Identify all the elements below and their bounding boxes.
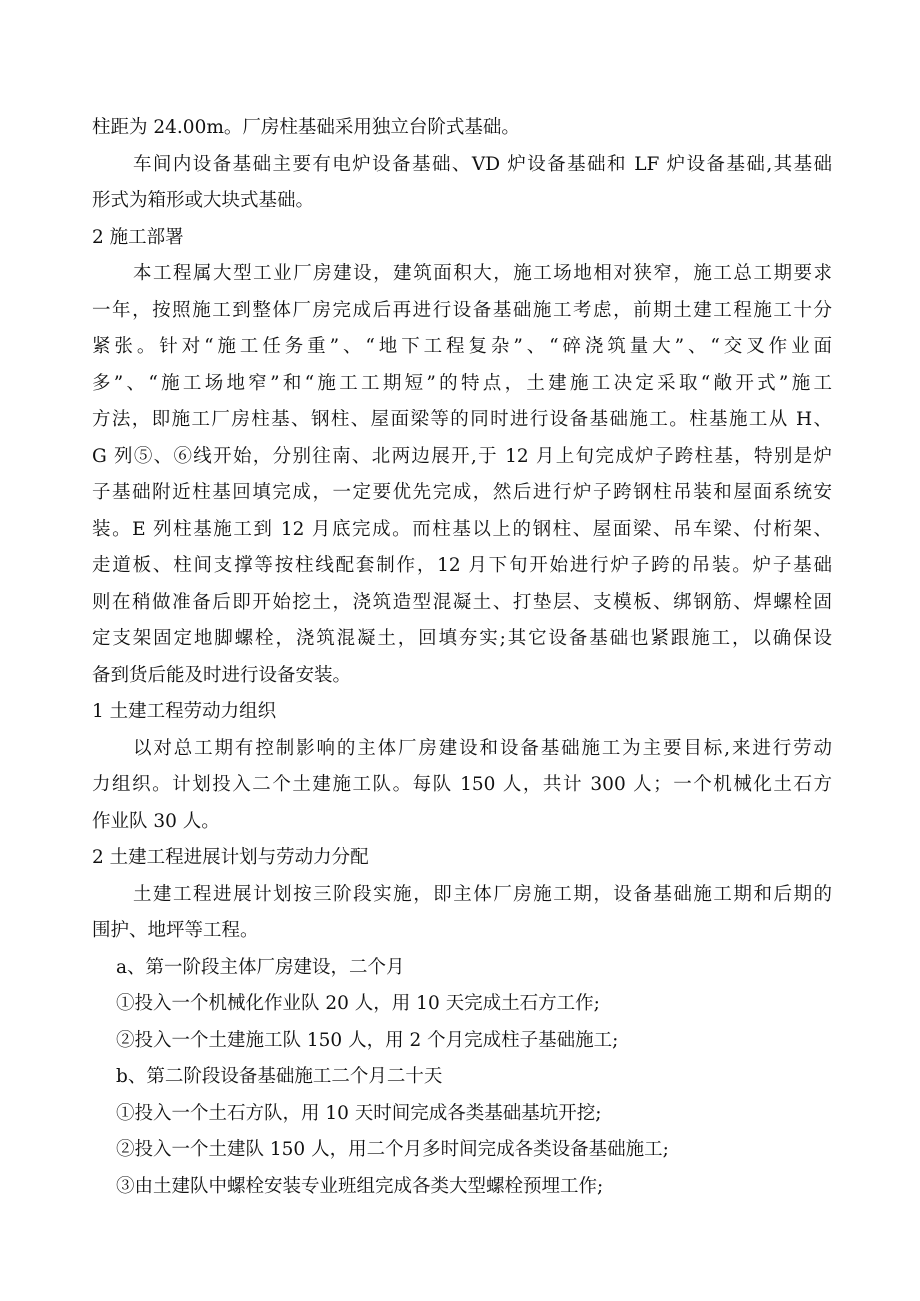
list-item: ②投入一个土建施工队 150 人，用 2 个月完成柱子基础施工;: [116, 1029, 619, 1051]
paragraph-line: 定支架固定地脚螺栓，浇筑混凝土，回填夯实;其它设备基础也紧跟施工，以确保设: [92, 628, 832, 649]
paragraph-line: 车间内设备基础主要有电炉设备基础、VD 炉设备基础和 LF 炉设备基础,其基础: [133, 153, 832, 175]
paragraph-line: 形式为箱形或大块式基础。: [92, 190, 315, 211]
paragraph-line: G 列⑤、⑥线开始，分别往南、北两边展开,于 12 月上旬完成炉子跨柱基，特别是炉: [92, 445, 832, 467]
list-item: ①投入一个土石方队，用 10 天时间完成各类基础基坑开挖;: [116, 1102, 602, 1124]
paragraph-line: 柱距为 24.00m。厂房柱基础采用独立台阶式基础。: [92, 117, 520, 138]
paragraph-line: 以对总工期有控制影响的主体厂房建设和设备基础施工为主要目标,来进行劳动: [133, 737, 832, 759]
section-heading: 2 土建工程进展计划与劳动力分配: [92, 847, 369, 868]
paragraph-line: 多”、“施工场地窄”和“施工工期短”的特点，土建施工决定采取“敞开式”施工: [92, 372, 832, 394]
list-item: ③由土建队中螺栓安装专业班组完成各类大型螺栓预埋工作;: [116, 1175, 604, 1197]
paragraph-line: 围护、地坪等工程。: [92, 920, 259, 941]
paragraph-line: 则在稍做准备后即开始挖土，浇筑造型混凝土、打垫层、支模板、绑钢筋、焊螺栓固: [92, 591, 832, 613]
list-item: b、第二阶段设备基础施工二个月二十天: [116, 1066, 443, 1087]
paragraph-line: 作业队 30 人。: [92, 810, 220, 832]
paragraph-line: 走道板、柱间支撑等按柱线配套制作，12 月下旬开始进行炉子跨的吊装。炉子基础: [92, 555, 832, 576]
paragraph-line: 子基础附近柱基回填完成，一定要优先完成，然后进行炉子跨钢柱吊装和屋面系统安: [92, 482, 832, 503]
document-page: [92, 110, 832, 1205]
section-heading: 2 施工部署: [92, 226, 184, 248]
section-heading: 1 土建工程劳动力组织: [92, 701, 277, 722]
list-item: ②投入一个土建队 150 人，用二个月多时间完成各类设备基础施工;: [116, 1139, 669, 1160]
list-item: a、第一阶段主体厂房建设，二个月: [116, 956, 405, 978]
paragraph-line: 紧张。针对“施工任务重”、“地下工程复杂”、“碎浇筑量大”、“交叉作业面: [92, 336, 832, 357]
paragraph-line: 备到货后能及时进行设备安装。: [92, 664, 352, 686]
paragraph-line: 本工程属大型工业厂房建设，建筑面积大，施工场地相对狭窄，施工总工期要求: [133, 263, 832, 284]
paragraph-line: 力组织。计划投入二个土建施工队。每队 150 人，共计 300 人；一个机械化土石方: [92, 774, 832, 795]
paragraph-line: 一年，按照施工到整体厂房完成后再进行设备基础施工考虑，前期土建工程施工十分: [92, 299, 832, 321]
paragraph-line: 装。E 列柱基施工到 12 月底完成。而柱基以上的钢柱、屋面梁、吊车梁、付桁架、: [92, 518, 832, 540]
paragraph-line: 方法，即施工厂房柱基、钢柱、屋面梁等的同时进行设备基础施工。柱基施工从 H、: [92, 409, 832, 430]
paragraph-line: 土建工程进展计划按三阶段实施，即主体厂房施工期，设备基础施工期和后期的: [133, 883, 832, 905]
list-item: ①投入一个机械化作业队 20 人，用 10 天完成土石方工作;: [116, 993, 600, 1014]
